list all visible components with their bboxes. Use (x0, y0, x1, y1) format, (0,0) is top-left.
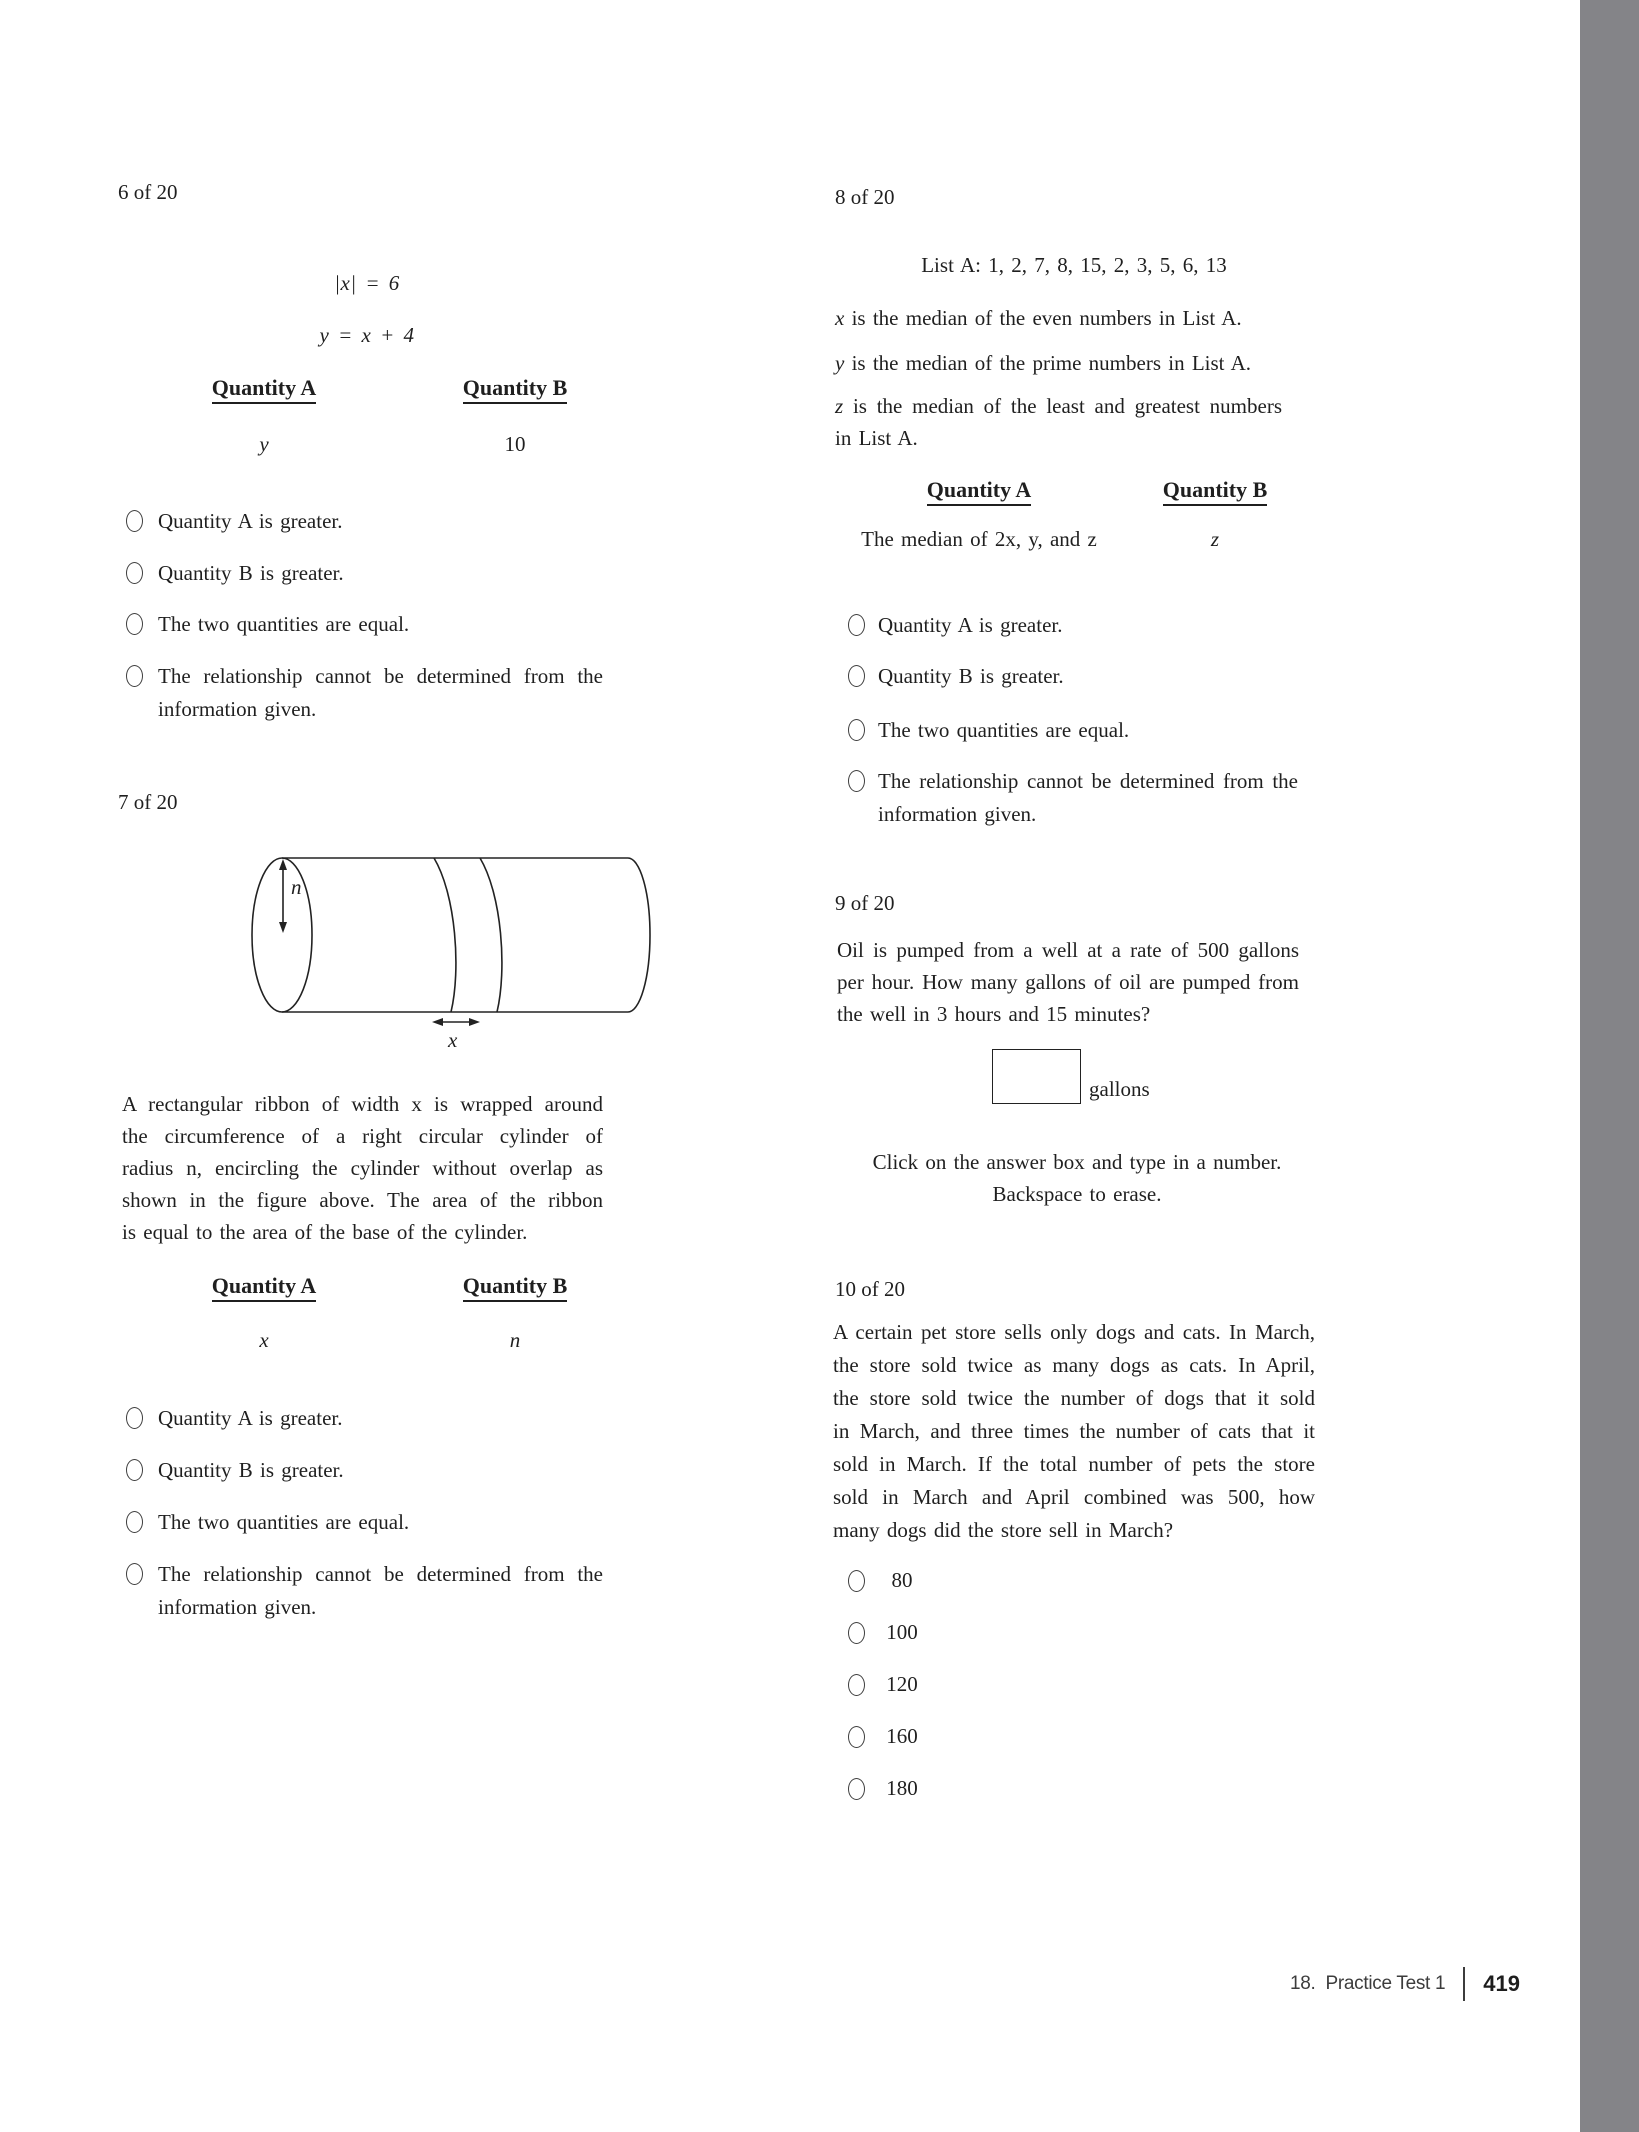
width-label: x (448, 1028, 458, 1052)
radio-icon[interactable] (126, 613, 143, 635)
q6-option-d[interactable] (126, 660, 603, 726)
radio-icon[interactable] (848, 1778, 865, 1800)
radio-icon[interactable] (126, 1563, 143, 1585)
q7-paragraph: A rectangular ribbon of width x is wrapped around the circumference of a right circular cylinder of radius n, encircling the cylinder without overlap as shown in the figure above. The area of the ribbon is equal to the area of the base of the cylinder. (122, 1092, 603, 1244)
q8-option-d-label: The relationship cannot be determined from the information given. (878, 769, 1298, 826)
q7-option-b-label: Quantity B is greater. (158, 1458, 344, 1482)
q7-option-d-label: The relationship cannot be determined from the information given. (158, 1562, 603, 1619)
q8-option-b[interactable] (848, 660, 1298, 693)
q7-option-b[interactable] (126, 1454, 603, 1487)
footer-page-number: 419 (1483, 1971, 1520, 1996)
footer-divider (1463, 1967, 1465, 2001)
question-6-number: 6 of 20 (118, 180, 178, 204)
q6-option-b-label: Quantity B is greater. (158, 561, 344, 585)
q8-list: List A: 1, 2, 7, 8, 15, 2, 3, 5, 6, 13 (921, 253, 1227, 277)
q6-option-c-label: The two quantities are equal. (158, 612, 410, 636)
q8-statement-x: x is the median of the even numbers in List A. (835, 306, 1242, 330)
footer-chapter-title: Practice Test 1 (1325, 1973, 1446, 1994)
answer-input[interactable] (992, 1049, 1081, 1104)
q10-paragraph: A certain pet store sells only dogs and cats. In March, the store sold twice as many dogs as cats. In April, the store sold twice the number of dogs that it sold in March, and three times the number of cats that it sold in March. If the total number of pets the store sold in March and April combined was 500, how many dogs did the store sell in March? (833, 1320, 1315, 1542)
q6-quantity-b-header: Quantity B (415, 375, 615, 404)
radio-icon[interactable] (848, 614, 865, 636)
q8-statement-y: y is the median of the prime numbers in List A. (835, 351, 1252, 375)
question-10-number: 10 of 20 (835, 1277, 905, 1301)
ribbon-edge-left (434, 858, 456, 1012)
radio-icon[interactable] (126, 1407, 143, 1429)
q6-quantity-a-value: y (259, 432, 269, 456)
q7-option-d[interactable] (126, 1558, 603, 1624)
radio-icon[interactable] (848, 719, 865, 741)
q9-instructions: Click on the answer box and type in a number. Backspace to erase. (872, 1150, 1282, 1206)
question-7-number: 7 of 20 (118, 790, 178, 814)
radius-label: n (291, 875, 302, 899)
q7-option-c-label: The two quantities are equal. (158, 1510, 410, 1534)
q10-choice-180-label: 180 (886, 1776, 918, 1800)
cylinder-right-cap (628, 858, 650, 1012)
q6-option-a[interactable] (126, 505, 603, 538)
q10-choice-120-label: 120 (886, 1672, 918, 1696)
radio-icon[interactable] (848, 770, 865, 792)
radio-icon[interactable] (848, 1622, 865, 1644)
q10-choice-80-label: 80 (891, 1568, 913, 1592)
q7-quantity-a-header: Quantity A (164, 1273, 364, 1302)
q7-quantity-a-value: x (259, 1328, 269, 1352)
radio-icon[interactable] (126, 1511, 143, 1533)
q6-quantity-b-value: 10 (504, 432, 526, 456)
radio-icon[interactable] (126, 665, 143, 687)
q6-option-c[interactable] (126, 608, 603, 641)
q7-option-a-label: Quantity A is greater. (158, 1406, 343, 1430)
q8-quantity-b-value: z (1210, 527, 1220, 551)
radio-icon[interactable] (848, 1674, 865, 1696)
radio-icon[interactable] (126, 1459, 143, 1481)
q10-choice-160[interactable] (848, 1721, 925, 1749)
q10-choice-180[interactable] (848, 1773, 925, 1801)
radio-icon[interactable] (126, 510, 143, 532)
q6-option-d-label: The relationship cannot be determined from the information given. (158, 664, 603, 721)
ribbon-edge-right (480, 858, 502, 1012)
q7-quantity-b-value: n (509, 1328, 521, 1352)
q7-option-a[interactable] (126, 1402, 603, 1435)
q6-quantity-a-header: Quantity A (164, 375, 364, 404)
radio-icon[interactable] (848, 665, 865, 687)
footer-chapter-number: 18. (1290, 1973, 1316, 1994)
q10-choice-100-label: 100 (886, 1620, 918, 1644)
q8-quantity-b-header: Quantity B (1115, 477, 1315, 506)
answer-unit-label: gallons (1089, 1077, 1150, 1101)
radio-icon[interactable] (848, 1570, 865, 1592)
q7-quantity-b-header: Quantity B (415, 1273, 615, 1302)
question-9-number: 9 of 20 (835, 891, 895, 915)
radio-icon[interactable] (848, 1726, 865, 1748)
cylinder-figure (245, 850, 655, 1055)
q6-equation-1: |x| = 6 (334, 271, 400, 295)
page-footer (1290, 1964, 1520, 2004)
q8-option-d[interactable] (848, 765, 1298, 831)
q10-choice-120[interactable] (848, 1669, 925, 1697)
q8-quantity-a-header: Quantity A (829, 477, 1129, 506)
q8-option-a[interactable] (848, 609, 1298, 642)
page-edge-bar (1580, 0, 1639, 2132)
q6-option-b[interactable] (126, 557, 603, 590)
q8-option-c[interactable] (848, 714, 1298, 747)
q10-choice-80[interactable] (848, 1565, 925, 1593)
q6-equation-2: y = x + 4 (319, 323, 415, 347)
q8-quantity-a-value: The median of 2x, y, and z (861, 527, 1097, 551)
q7-option-c[interactable] (126, 1506, 603, 1539)
question-8-number: 8 of 20 (835, 185, 895, 209)
q10-choice-100[interactable] (848, 1617, 925, 1645)
q8-option-a-label: Quantity A is greater. (878, 613, 1063, 637)
q8-option-b-label: Quantity B is greater. (878, 664, 1064, 688)
q6-option-a-label: Quantity A is greater. (158, 509, 343, 533)
q10-choice-160-label: 160 (886, 1724, 918, 1748)
radio-icon[interactable] (126, 562, 143, 584)
q8-option-c-label: The two quantities are equal. (878, 718, 1130, 742)
q8-statement-z: z is the median of the least and greatest numbers in List A. (835, 394, 1282, 450)
q9-paragraph: Oil is pumped from a well at a rate of 500 gallons per hour. How many gallons of oil are pumped from the well in 3 hours and 15 minutes? (837, 938, 1299, 1026)
